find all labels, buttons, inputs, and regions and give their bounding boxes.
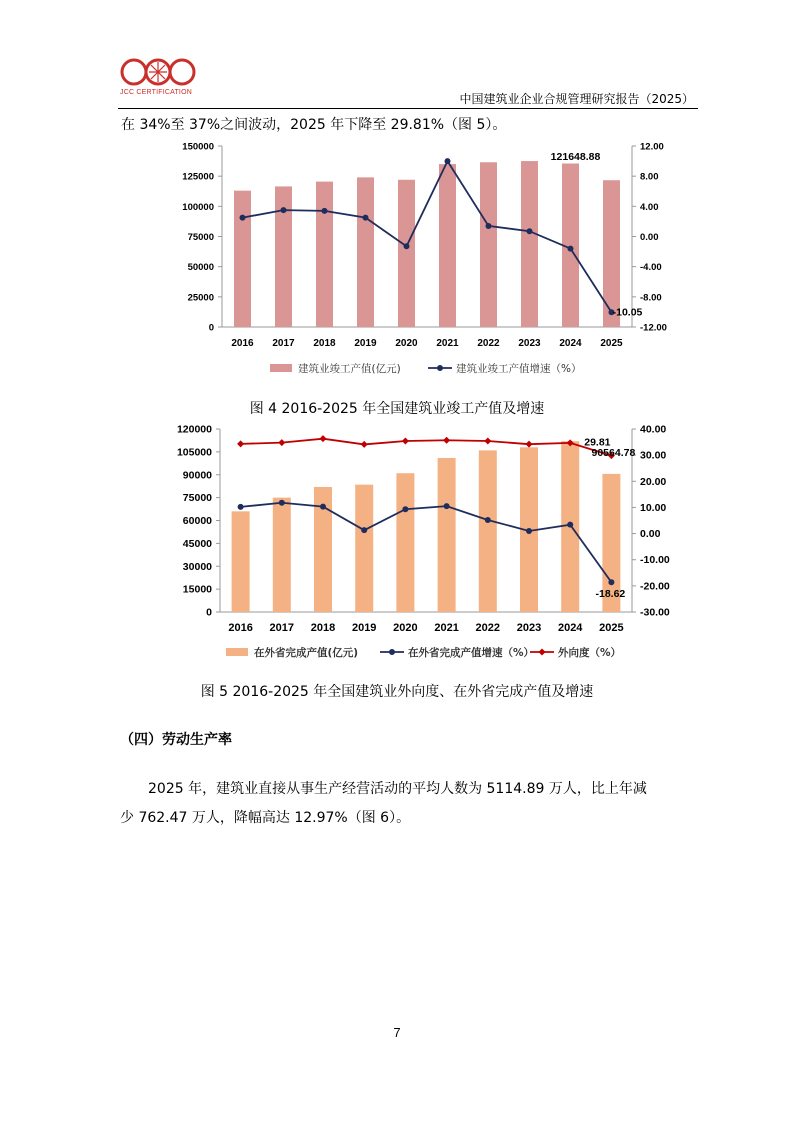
- point-marker: [240, 215, 246, 221]
- x-tick-label: 2016: [231, 338, 254, 349]
- point-marker: [404, 243, 410, 249]
- left-axis-tick-label: 0: [206, 606, 212, 619]
- x-tick-label: 2020: [395, 338, 418, 349]
- section-heading: （四）劳动生产率: [120, 732, 232, 748]
- point-marker: [363, 215, 369, 221]
- point-marker: [567, 522, 573, 528]
- point-marker: [237, 440, 244, 447]
- data-label: -10.05: [612, 306, 643, 319]
- legend-label: 在外省完成产值增速（%）: [408, 647, 535, 659]
- legend-label: 建筑业竣工产值增速（%）: [456, 363, 582, 375]
- point-marker: [361, 441, 368, 448]
- point-marker: [527, 228, 533, 234]
- figure-4-caption: 图 4 2016-2025 年全国建筑业竣工产值及增速: [249, 401, 545, 417]
- left-axis-tick-label: 30000: [182, 560, 212, 573]
- point-marker: [608, 579, 614, 585]
- figure-4-svg: [0, 136, 794, 386]
- point-marker: [526, 441, 533, 448]
- left-axis-tick-label: 15000: [182, 583, 212, 596]
- data-label: -18.62: [595, 588, 626, 601]
- right-axis-tick-label: 12.00: [640, 141, 664, 153]
- series-line: [243, 161, 612, 312]
- bar: [521, 161, 538, 327]
- figure-5-svg: [0, 420, 794, 670]
- x-tick-label: 2018: [310, 622, 336, 634]
- point-marker: [443, 437, 450, 444]
- x-tick-label: 2023: [516, 622, 542, 634]
- right-axis-tick-label: 40.00: [640, 423, 667, 436]
- x-tick-label: 2020: [393, 622, 418, 634]
- bar: [355, 485, 373, 612]
- left-axis-tick-label: 45000: [182, 537, 212, 550]
- right-axis-tick-label: -12.00: [640, 322, 667, 334]
- left-axis-tick-label: 25000: [187, 292, 214, 304]
- left-axis-tick-label: 100000: [182, 201, 214, 213]
- bar: [396, 473, 414, 612]
- data-label: 29.81: [584, 436, 611, 449]
- x-tick-label: 2021: [434, 622, 459, 634]
- logo-text: JCC CERTIFICATION: [120, 89, 192, 96]
- point-marker: [402, 438, 409, 445]
- right-axis-tick-label: 0.00: [640, 528, 661, 541]
- left-axis-tick-label: 125000: [182, 171, 214, 183]
- legend-marker: [389, 649, 395, 655]
- point-marker: [238, 504, 244, 510]
- x-tick-label: 2017: [272, 338, 295, 349]
- right-axis-tick-label: 8.00: [640, 171, 659, 183]
- left-axis-tick-label: 75000: [182, 492, 212, 505]
- figure-4-chart: [0, 136, 794, 386]
- bar: [234, 191, 251, 327]
- legend-swatch: [270, 364, 292, 372]
- right-axis-tick-label: -4.00: [640, 262, 662, 274]
- bar: [480, 162, 497, 327]
- right-axis-tick-label: 30.00: [640, 449, 667, 462]
- bar: [273, 498, 291, 612]
- right-axis-tick-label: 4.00: [640, 201, 659, 213]
- left-axis-tick-label: 120000: [176, 423, 212, 436]
- x-tick-label: 2025: [599, 622, 624, 634]
- series-line: [241, 503, 612, 583]
- right-axis-tick-label: 10.00: [640, 501, 667, 514]
- left-axis-tick-label: 105000: [176, 446, 212, 459]
- paragraph-line-2: 少 762.47 万人，降幅高达 12.97%（图 6）。: [120, 810, 411, 826]
- left-axis-tick-label: 0: [208, 322, 214, 334]
- legend-label: 在外省完成产值(亿元): [254, 647, 359, 659]
- x-tick-label: 2024: [559, 338, 582, 349]
- page-number: 7: [393, 1025, 401, 1040]
- x-tick-label: 2019: [354, 338, 377, 349]
- point-marker: [281, 207, 287, 213]
- legend-label: 外向度（%）: [558, 647, 622, 659]
- x-tick-label: 2018: [313, 338, 336, 349]
- figure-5-caption: 图 5 2016-2025 年全国建筑业外向度、在外省完成产值及增速: [200, 684, 594, 700]
- point-marker: [526, 528, 532, 534]
- point-marker: [485, 517, 491, 523]
- right-axis-tick-label: -30.00: [640, 606, 670, 619]
- bar: [316, 182, 333, 327]
- intro-paragraph: 在 34%至 37%之间波动，2025 年下降至 29.81%（图 5）。: [121, 117, 507, 133]
- bar: [439, 164, 456, 327]
- point-marker: [568, 246, 574, 252]
- x-tick-label: 2016: [228, 622, 253, 634]
- x-tick-label: 2017: [269, 622, 295, 634]
- right-axis-tick-label: -8.00: [640, 292, 662, 304]
- point-marker: [278, 439, 285, 446]
- right-axis-tick-label: -20.00: [640, 580, 670, 593]
- left-axis-tick-label: 50000: [187, 262, 214, 274]
- point-marker: [361, 527, 367, 533]
- point-marker: [486, 223, 492, 229]
- left-axis-tick-label: 90000: [182, 469, 212, 482]
- bar: [603, 180, 620, 327]
- bar: [357, 177, 374, 327]
- x-tick-label: 2025: [600, 338, 623, 349]
- x-tick-label: 2022: [475, 622, 501, 634]
- x-tick-label: 2023: [518, 338, 541, 349]
- legend-label: 建筑业竣工产值(亿元): [298, 363, 401, 375]
- x-tick-label: 2021: [436, 338, 459, 349]
- point-marker: [320, 435, 327, 442]
- left-axis-tick-label: 60000: [182, 515, 212, 527]
- point-marker: [322, 208, 328, 214]
- legend-marker: [437, 365, 443, 371]
- series-line: [241, 436, 612, 456]
- x-tick-label: 2022: [477, 338, 500, 349]
- figure-5-chart: [0, 420, 794, 670]
- point-marker: [484, 438, 491, 445]
- point-marker: [320, 504, 326, 510]
- header-divider: [118, 108, 698, 109]
- bar: [438, 458, 456, 612]
- bar: [398, 180, 415, 327]
- right-axis-tick-label: -10.00: [640, 554, 670, 567]
- paragraph-line-1: 2025 年，建筑业直接从事生产经营活动的平均人数为 5114.89 万人，比上年减: [148, 781, 647, 797]
- point-marker: [402, 506, 408, 512]
- legend-marker: [539, 649, 546, 656]
- left-axis-tick-label: 150000: [182, 141, 214, 153]
- data-label: 90564.78: [591, 446, 636, 459]
- legend-swatch: [226, 648, 248, 656]
- right-axis-tick-label: 0.00: [640, 232, 659, 243]
- right-axis-tick-label: 20.00: [640, 475, 667, 488]
- bar: [479, 450, 497, 612]
- point-marker: [444, 503, 450, 509]
- x-tick-label: 2019: [351, 622, 377, 634]
- point-marker: [279, 500, 285, 506]
- left-axis-tick-label: 75000: [187, 232, 214, 243]
- data-label: 121648.88: [550, 151, 601, 164]
- point-marker: [445, 158, 451, 164]
- x-tick-label: 2024: [557, 622, 583, 634]
- page-header-title: 中国建筑业企业合规管理研究报告（2025）: [459, 92, 694, 106]
- bar: [232, 511, 250, 612]
